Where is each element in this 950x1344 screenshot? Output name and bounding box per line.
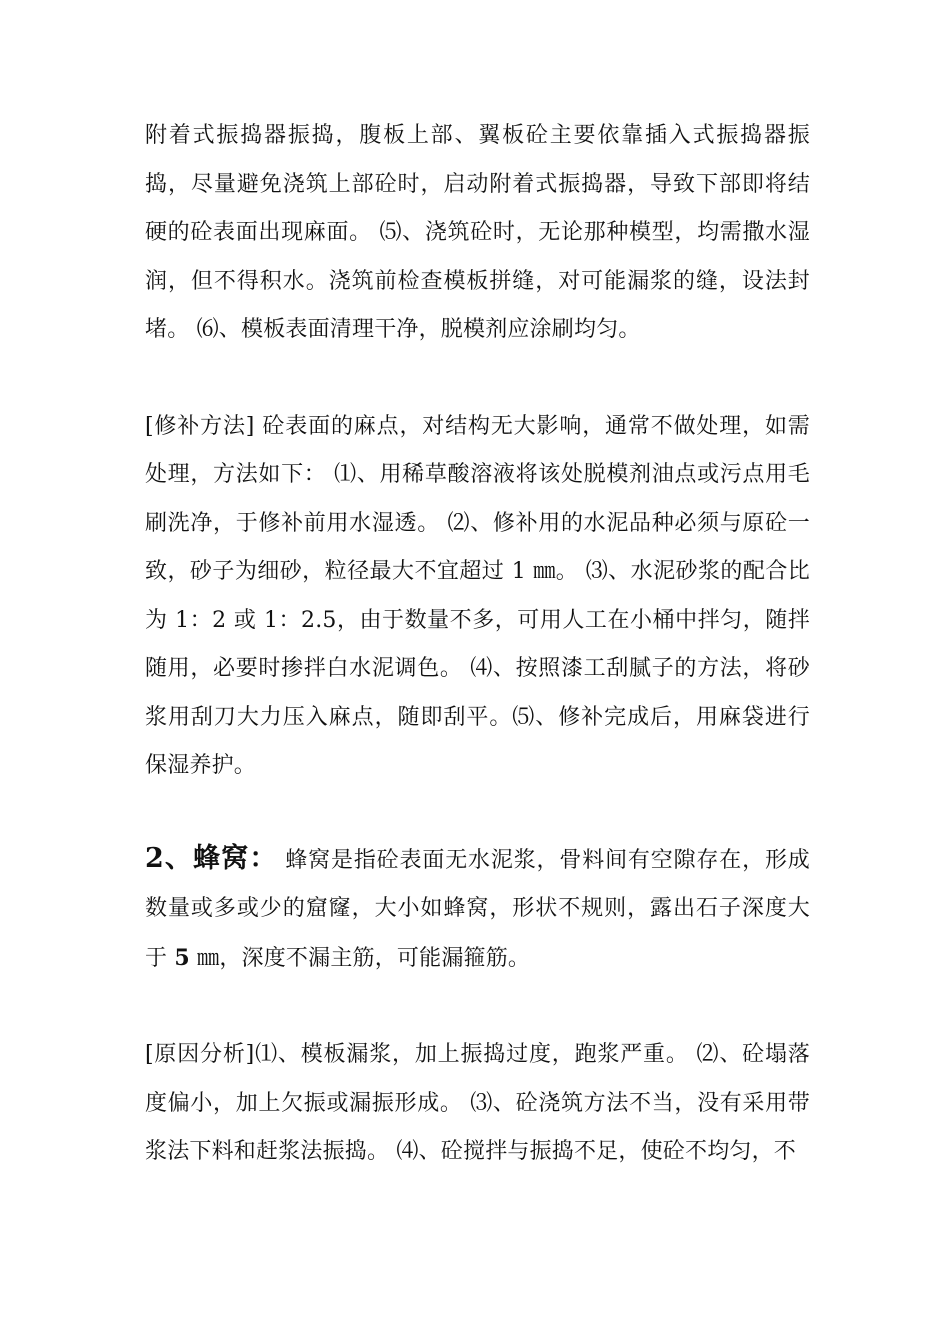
honeycomb-definition-text: 蜂窝是指砼表面无水泥浆，骨料间有空隙存在，形成数量或多或少的窟窿，大小如蜂窝，形状不规则，露出石子深度大于 (145, 847, 810, 971)
section-heading-honeycomb: 2、蜂窝： (145, 842, 278, 874)
paragraph-pitting-prevention: 附着式振捣器振捣，腹板上部、翼板砼主要依靠插入式振捣器振捣，尽量避免浇筑上部砼时，启动附着式振捣器，导致下部即将结硬的砼表面出现麻面。 ⑸、浇筑砼时，无论那种模型，均需撒水湿润，但不得积水。浇筑前检查模板拼缝，对可能漏浆的缝，设法封堵。 ⑹、模板表面清理干净，脱模剂应涂刷均匀。 (145, 123, 810, 342)
document-page (145, 112, 810, 1177)
honeycomb-depth-value: 5 (174, 944, 190, 971)
paragraph-honeycomb-definition (145, 835, 810, 984)
honeycomb-definition-text-end: ㎜，深度不漏主筋，可能漏箍筋。 (189, 945, 531, 971)
paragraph-cause-analysis: [原因分析]⑴、模板漏浆，加上振捣过度，跑浆严重。 ⑵、砼塌落度偏小，加上欠振或漏振形成。 ⑶、砼浇筑方法不当，没有采用带浆法下料和赶浆法振捣。 ⑷、砼搅拌与振捣不足，使砼不均匀，不 (145, 1042, 810, 1164)
paragraph-repair-method: [修补方法] 砼表面的麻点，对结构无大影响，通常不做处理，如需处理，方法如下： ⑴、用稀草酸溶液将该处脱模剂油点或污点用毛刷洗净，于修补前用水湿透。 ⑵、修补用的水泥品种必须与原砼一致，砂子为细砂，粒径最大不宜超过 1 ㎜。 ⑶、水泥砂浆的配合比为 1：2 或 1：2.5，由于数量不多，可用人工在小桶中拌匀，随拌随用，必要时掺拌白水泥调色。 ⑷、按照漆工刮腻子的方法，将砂浆用刮刀大力压入麻点，随即刮平。⑸、修补完成后，用麻袋进行保湿养护。 (145, 413, 810, 778)
